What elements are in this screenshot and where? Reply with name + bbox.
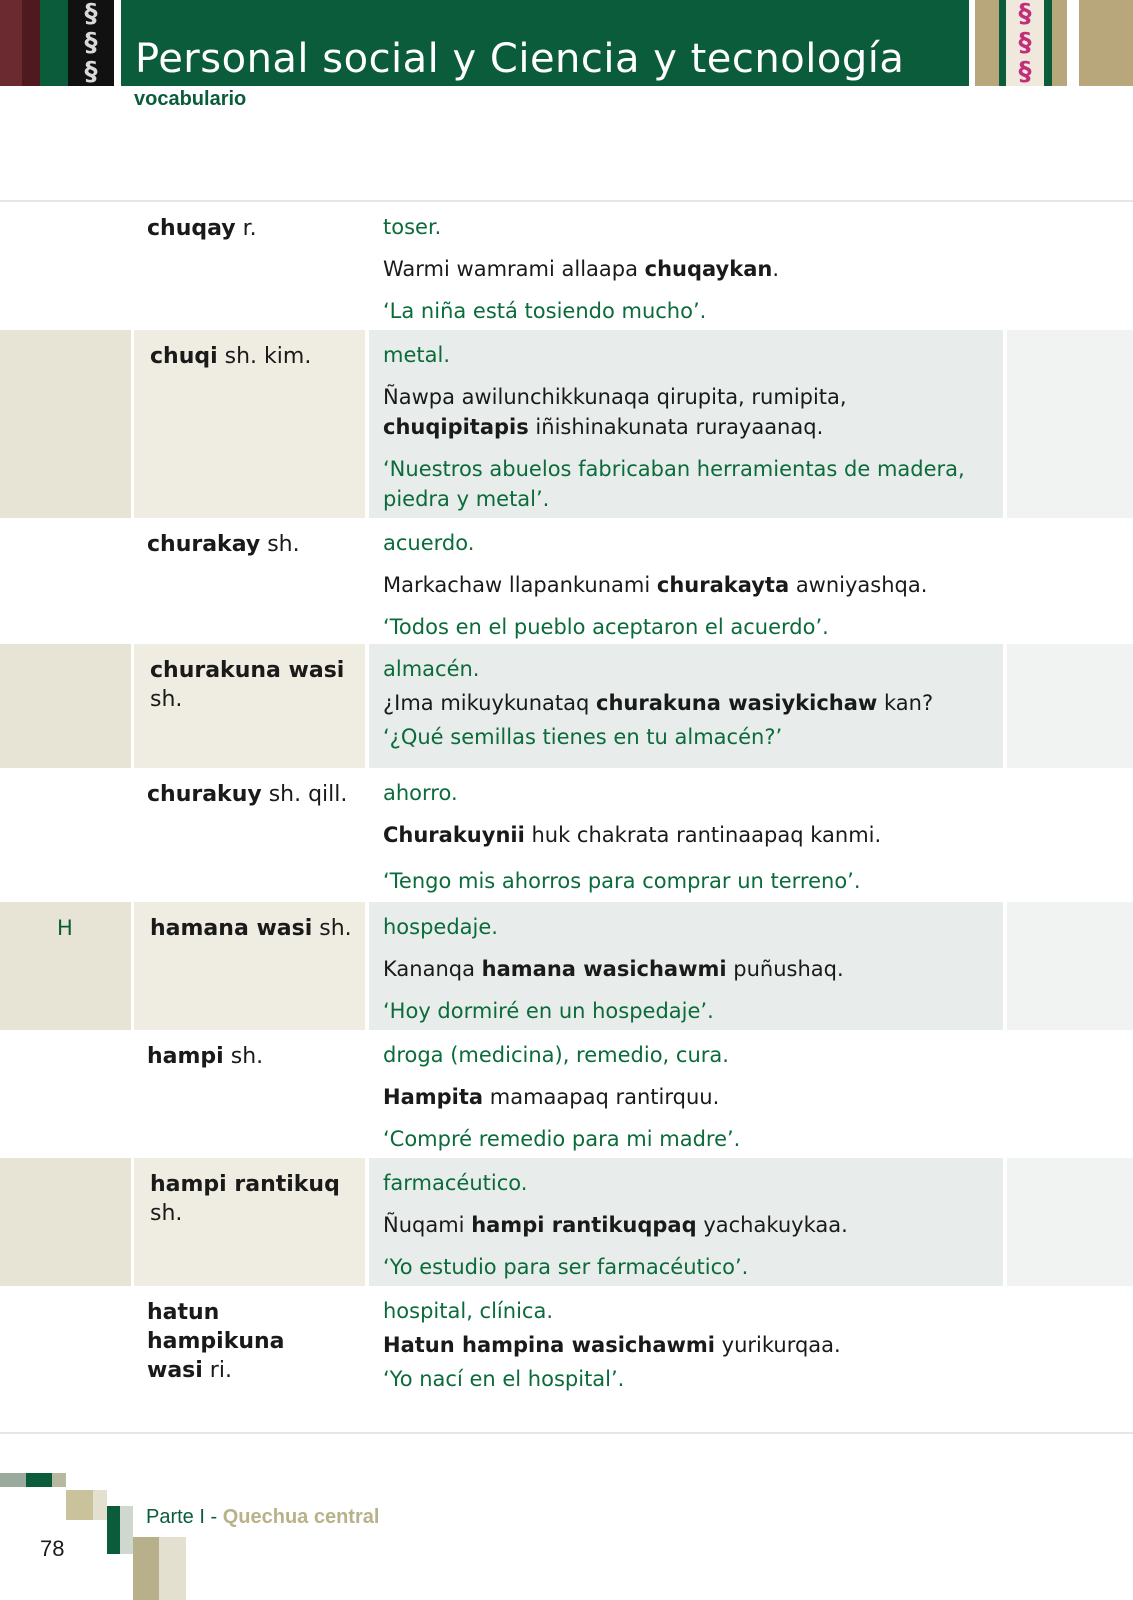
quechua-example — [383, 382, 991, 442]
header-stripe — [1079, 0, 1133, 86]
example-text: iñishinakunata rurayaanaq. — [528, 415, 824, 439]
term-grammar: sh. — [312, 916, 352, 941]
header-stripe — [40, 0, 68, 86]
example-text: awniyashqa. — [789, 573, 928, 597]
quechua-example — [383, 1082, 991, 1112]
term-word: chuqi — [150, 344, 218, 369]
vocab-entry — [0, 644, 1133, 768]
term-word: hamana wasi — [150, 916, 313, 941]
term-grammar: sh. — [150, 687, 183, 712]
example-text: Ñuqami — [383, 1213, 472, 1237]
entry-definition — [369, 1286, 1003, 1412]
index-letter — [0, 644, 131, 768]
example-text: kan? — [877, 691, 934, 715]
example-text: yurikurqaa. — [714, 1333, 841, 1357]
quechua-example — [383, 954, 991, 984]
spanish-meaning: hospital, clínica. — [383, 1299, 553, 1323]
spanish-translation: ‘La niña está tosiendo mucho’. — [383, 299, 707, 323]
quechua-example — [383, 688, 991, 718]
entry-definition — [369, 768, 1003, 902]
footer-decoration — [133, 1537, 159, 1600]
entry-term — [131, 202, 365, 330]
vocab-entry — [0, 1286, 1133, 1412]
index-letter — [0, 768, 131, 902]
spanish-meaning: ahorro. — [383, 781, 458, 805]
spanish-meaning: acuerdo. — [383, 531, 475, 555]
example-text: puñushaq. — [726, 957, 844, 981]
entry-definition — [369, 330, 1003, 518]
footer-decoration — [93, 1490, 107, 1520]
term-word: hampi rantikuq — [150, 1172, 340, 1197]
entry-definition — [369, 202, 1003, 330]
spanish-meaning: metal. — [383, 343, 450, 367]
part-label-accent: Quechua central — [222, 1506, 380, 1528]
vocab-entry — [0, 1030, 1133, 1158]
header-stripe — [1067, 0, 1079, 86]
spanish-meaning: farmacéutico. — [383, 1171, 528, 1195]
spanish-translation: ‘¿Qué semillas tienes en tu almacén?’ — [383, 725, 783, 749]
spanish-translation: ‘Tengo mis ahorros para comprar un terreno’. — [383, 869, 861, 893]
example-keyword: Churakuynii — [383, 823, 525, 847]
term-word: churakay — [147, 532, 261, 557]
example-text: yachakuykaa. — [696, 1213, 848, 1237]
index-letter — [0, 1030, 131, 1158]
entry-term — [134, 1158, 365, 1286]
example-keyword: Hampita — [383, 1085, 484, 1109]
term-grammar: ri. — [202, 1358, 232, 1383]
header-stripe — [22, 0, 40, 86]
spanish-translation: ‘Nuestros abuelos fabricaban herramientas de madera, piedra y metal’. — [383, 457, 965, 511]
term-word: churakuna wasi — [150, 658, 345, 683]
term-grammar: sh. — [260, 532, 300, 557]
title-bar — [121, 0, 969, 86]
page-number: 78 — [40, 1536, 65, 1561]
footer-decoration — [52, 1473, 66, 1487]
page-title: Personal social y Ciencia y tecnología — [135, 36, 905, 82]
entry-definition — [369, 644, 1003, 768]
example-keyword: hamana wasichawmi — [481, 957, 727, 981]
spanish-meaning: toser. — [383, 215, 442, 239]
term-grammar: sh. qill. — [261, 782, 348, 807]
example-text: Kananqa — [383, 957, 482, 981]
spanish-translation: ‘Yo nací en el hospital’. — [383, 1367, 625, 1391]
woven-pattern-icon: § § § — [1006, 0, 1044, 86]
quechua-example — [383, 820, 991, 850]
quechua-example — [383, 570, 991, 600]
spanish-translation: ‘Todos en el pueblo aceptaron el acuerdo’. — [383, 615, 829, 639]
entry-term — [131, 1030, 365, 1158]
index-letter: H — [0, 902, 131, 1030]
spanish-meaning: almacén. — [383, 657, 480, 681]
example-text: Ñawpa awilunchikkunaqa qirupita, rumipita, — [383, 385, 847, 409]
term-grammar: r. — [235, 216, 257, 241]
term-grammar: sh. — [223, 1044, 264, 1069]
section-subtitle: vocabulario — [134, 88, 247, 110]
header-stripe — [999, 0, 1006, 86]
footer-decoration — [107, 1506, 120, 1554]
vocab-entry — [0, 902, 1133, 1030]
entry-definition — [369, 1030, 1003, 1158]
header-stripe — [1044, 0, 1052, 86]
example-text: ¿Ima mikuykunataq — [383, 691, 596, 715]
vocab-entry — [0, 202, 1133, 330]
footer-decoration — [120, 1506, 133, 1554]
example-keyword: chuqaykan — [644, 257, 773, 281]
quechua-example — [383, 1330, 991, 1360]
example-keyword: churakayta — [656, 573, 790, 597]
vocabulary-list — [0, 202, 1133, 1412]
header-stripe — [1052, 0, 1067, 86]
entry-definition — [369, 902, 1003, 1030]
term-word: hatun hampikuna wasi — [147, 1300, 285, 1383]
term-word: churakuy — [147, 782, 262, 807]
index-letter — [0, 1286, 131, 1412]
footer-decoration — [26, 1473, 52, 1487]
example-text: Warmi wamrami allaapa — [383, 257, 645, 281]
vocab-entry — [0, 518, 1133, 644]
index-letter — [0, 518, 131, 644]
example-keyword: churakuna wasiykichaw — [596, 691, 878, 715]
entry-term — [131, 1286, 365, 1412]
quechua-example — [383, 254, 991, 284]
page-header — [0, 0, 1133, 86]
index-letter — [0, 1158, 131, 1286]
spanish-translation: ‘Compré remedio para mi madre’. — [383, 1127, 741, 1151]
entry-definition — [369, 518, 1003, 644]
example-keyword: chuqipitapis — [383, 415, 529, 439]
term-word: hampi — [147, 1044, 224, 1069]
entry-term — [131, 768, 365, 902]
header-stripe — [0, 0, 22, 86]
example-text: mamaapaq rantirquu. — [483, 1085, 720, 1109]
vocab-entry — [0, 768, 1133, 902]
spanish-translation: ‘Hoy dormiré en un hospedaje’. — [383, 999, 714, 1023]
spanish-translation: ‘Yo estudio para ser farmacéutico’. — [383, 1255, 749, 1279]
term-grammar: sh. kim. — [217, 344, 312, 369]
index-letter — [0, 202, 131, 330]
footer-decoration — [66, 1490, 93, 1520]
spanish-meaning: hospedaje. — [383, 915, 498, 939]
footer-decoration — [0, 1473, 26, 1487]
vocab-entry — [0, 330, 1133, 518]
woven-pattern-icon: § § § — [68, 0, 114, 86]
header-stripe — [114, 0, 121, 86]
example-text: Markachaw llapankunami — [383, 573, 657, 597]
footer-decoration — [159, 1537, 186, 1600]
entry-term — [134, 902, 365, 1030]
entry-definition — [369, 1158, 1003, 1286]
example-keyword: hampi rantikuqpaq — [471, 1213, 697, 1237]
part-label-text: Parte I - — [146, 1506, 223, 1528]
footer-part-label — [146, 1506, 379, 1529]
quechua-example — [383, 1210, 991, 1240]
header-stripe — [975, 0, 999, 86]
example-text: . — [772, 257, 780, 281]
example-keyword: Hatun hampina wasichawmi — [383, 1333, 715, 1357]
entry-term — [131, 518, 365, 644]
term-grammar: sh. — [150, 1201, 183, 1226]
entry-term — [134, 644, 365, 768]
vocab-entry — [0, 1158, 1133, 1286]
term-word: chuqay — [147, 216, 236, 241]
divider — [0, 1432, 1133, 1434]
example-text: huk chakrata rantinaapaq kanmi. — [524, 823, 882, 847]
entry-term — [134, 330, 365, 518]
spanish-meaning: droga (medicina), remedio, cura. — [383, 1043, 729, 1067]
index-letter — [0, 330, 131, 518]
